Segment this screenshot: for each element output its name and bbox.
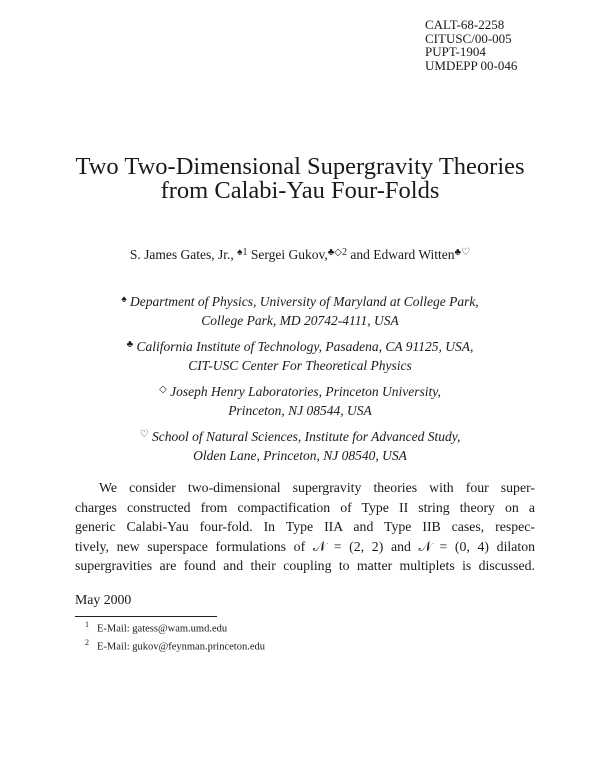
abstract xyxy=(75,478,535,576)
author-name: S. James Gates, Jr., xyxy=(129,247,234,262)
footnote xyxy=(85,620,227,635)
title-line: from Calabi-Yau Four-Folds xyxy=(160,177,440,204)
report-number: CALT-68-2258 xyxy=(425,17,505,32)
spade-icon: ♠ xyxy=(121,294,127,305)
affiliation xyxy=(0,335,600,375)
affiliation-line: College Park, MD 20742-4111, USA xyxy=(201,313,399,328)
affiliations xyxy=(0,290,600,470)
author-name: and Edward Witten xyxy=(350,247,455,262)
abstract-line: generic Calabi-Yau four-fold. In Type IIA and Type IIB cases, respec- xyxy=(75,519,535,534)
date: May 2000 xyxy=(75,592,132,607)
abstract-line: charges constructed from compactification of Type II string theory on a xyxy=(75,499,535,515)
affiliation-line: Princeton, NJ 08544, USA xyxy=(228,403,372,418)
title-line: Two Two-Dimensional Supergravity Theories xyxy=(75,153,525,180)
footnote-mark: 2 xyxy=(85,638,89,647)
report-number: PUPT-1904 xyxy=(425,44,486,59)
heart-icon: ♡ xyxy=(139,429,149,440)
affiliation xyxy=(0,425,600,465)
diamond-icon: ◇ xyxy=(159,384,167,395)
affiliation-line: Joseph Henry Laboratories, Princeton University, xyxy=(170,384,441,399)
affiliation-line: School of Natural Sciences, Institute for Advanced Study, xyxy=(152,429,461,444)
author-marks: ♠1 xyxy=(237,247,248,258)
report-numbers xyxy=(425,18,517,72)
report-number: CITUSC/00-005 xyxy=(425,30,512,46)
author-marks: ♣♡ xyxy=(454,247,471,258)
author-name: Sergei Gukov, xyxy=(250,247,328,262)
footnote-rule xyxy=(75,616,217,617)
abstract-line: We consider two-dimensional supergravity theories with four super- xyxy=(99,480,535,495)
author-marks: ♣◇2 xyxy=(327,247,347,258)
paper-title xyxy=(0,155,600,203)
footnote-text: E-Mail: gukov@feynman.princeton.edu xyxy=(97,641,265,653)
footnote xyxy=(85,638,265,653)
abstract-line: tively, new superspace formulations of 𝒩 = (2, 2) and 𝒩 = (0, 4) dilaton xyxy=(75,538,535,554)
affiliation-line: Olden Lane, Princeton, NJ 08540, USA xyxy=(193,448,407,463)
report-number: UMDEPP 00-046 xyxy=(425,57,518,73)
footnote-text: E-Mail: gatess@wam.umd.edu xyxy=(97,623,228,635)
affiliation xyxy=(0,290,600,330)
club-icon: ♣ xyxy=(126,339,134,350)
affiliation-line: Department of Physics, University of Maryland at College Park, xyxy=(130,294,479,309)
abstract-line: supergravities are found and their coupling to matter multiplets is discussed. xyxy=(75,558,535,573)
affiliation-line: California Institute of Technology, Pasadena, CA 91125, USA, xyxy=(136,339,474,354)
affiliation-line: CIT-USC Center For Theoretical Physics xyxy=(188,358,412,373)
footnote-mark: 1 xyxy=(85,620,89,629)
affiliation xyxy=(0,380,600,420)
author-list xyxy=(0,247,600,263)
